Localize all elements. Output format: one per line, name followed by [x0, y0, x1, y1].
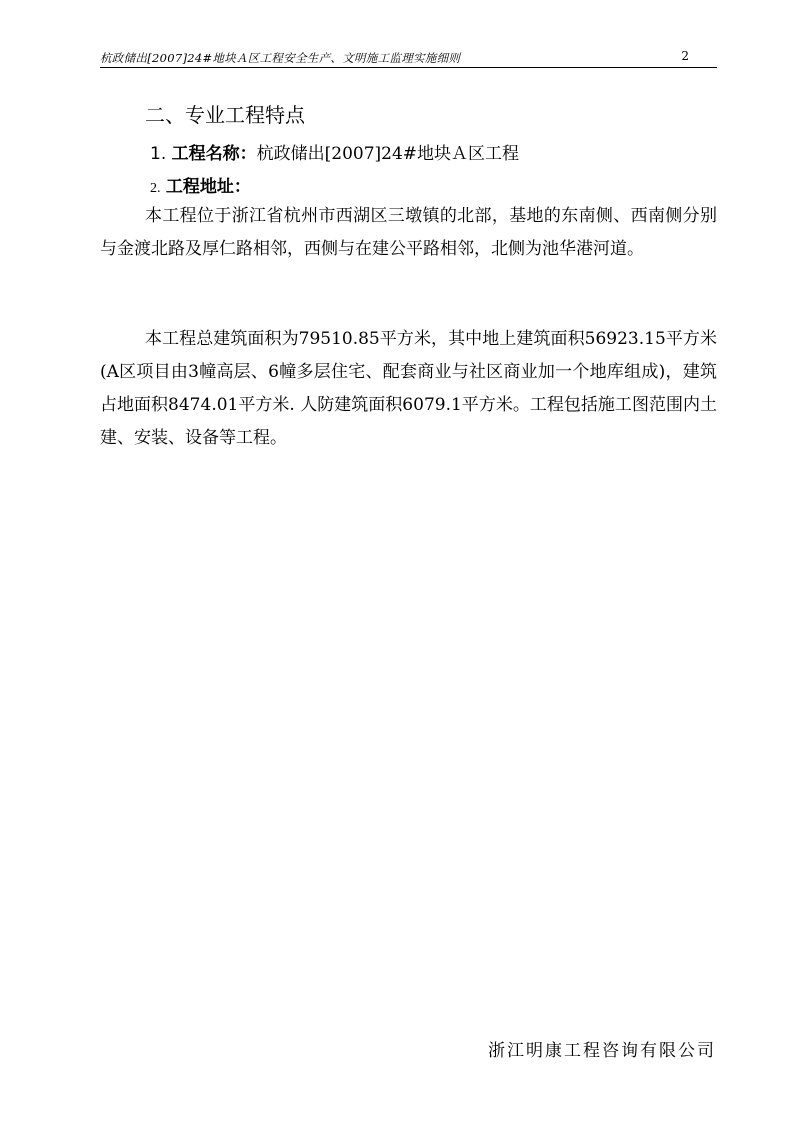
project-address-label: 工程地址：	[165, 177, 251, 197]
header-title: 杭政储出[2007]24#地块Ａ区工程安全生产、文明施工监理实施细则	[100, 51, 461, 65]
project-name-value: 杭政储出[2007]24#地块Ａ区工程	[256, 144, 520, 164]
project-name-item	[150, 139, 519, 164]
page-header	[100, 47, 717, 68]
area-paragraph: 本工程总建筑面积为79510.85平方米，其中地上建筑面积56923.15平方米(A区项目由3幢高层、6幢多层住宅、配套商业与社区商业加一个地库组成)，建筑占地面积8474.01平方米. 人防建筑面积6079.1平方米。工程包括施工图范围内土建、安装、设备等工程。	[100, 329, 717, 448]
item-number: 1.	[150, 144, 167, 164]
project-name-label: 工程名称：	[171, 144, 257, 164]
section-title: 二、专业工程特点	[145, 103, 305, 127]
project-address-item	[150, 172, 251, 197]
item-number: 2.	[150, 181, 161, 196]
footer-company: 浙江明康工程咨询有限公司	[488, 1041, 716, 1061]
page-number: 2	[681, 49, 689, 63]
location-paragraph: 本工程位于浙江省杭州市西湖区三墩镇的北部，基地的东南侧、西南侧分别与金渡北路及厚仁路相邻，西侧与在建公平路相邻，北侧为池华港河道。	[100, 206, 717, 259]
